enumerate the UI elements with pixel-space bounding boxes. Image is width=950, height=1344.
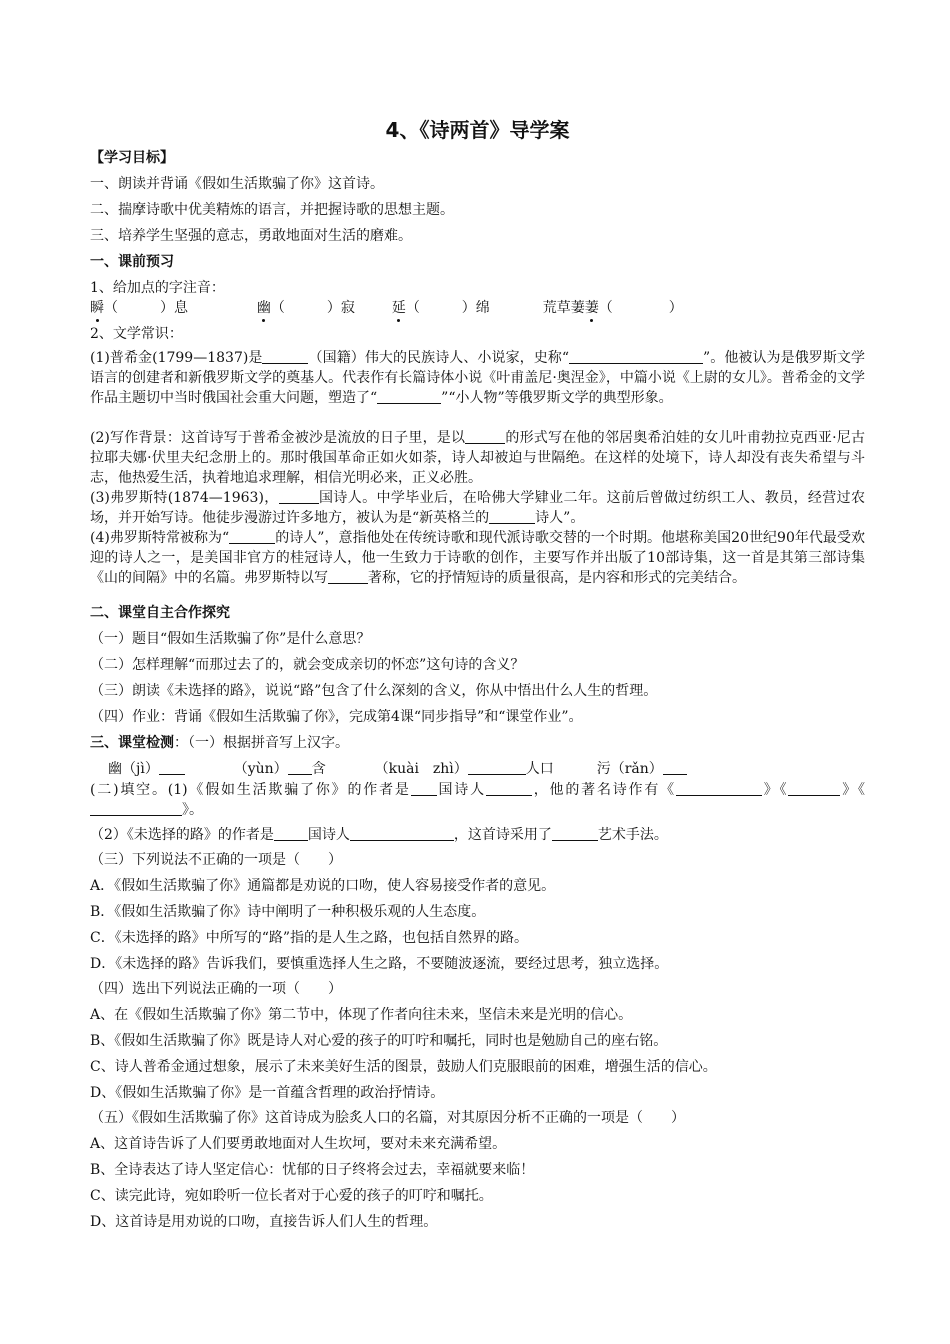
mc-option: C．《未选择的路》中所写的“路”指的是人生之路，也包括自然界的路。: [90, 930, 529, 946]
goal-item: 二、揣摩诗歌中优美精炼的语言，并把握诗歌的思想主题。: [90, 202, 454, 218]
fill-blank[interactable]: [274, 826, 308, 841]
fill-blank[interactable]: [229, 529, 275, 544]
mc-option: D．《未选择的路》告诉我们，要慎重选择人生之路，不要随波逐流，要经过思考，独立选择。: [90, 956, 669, 972]
page-title: 4、《诗两首》导学案: [385, 118, 570, 142]
mc-option: B、《假如生活欺骗了你》既是诗人对心爱的孩子的叮咛和嘱托，同时也是勉励自己的座右铭。: [90, 1033, 668, 1049]
fill-question-2: （2）《未选择的路》的作者是 国诗人 ，这首诗采用了 艺术手法。: [90, 827, 668, 843]
mc-option: C、读完此诗，宛如聆听一位长者对于心爱的孩子的叮咛和嘱托。: [90, 1188, 493, 1204]
mc-question-3: （三）下列说法不正确的一项是（ ）: [90, 852, 342, 868]
goal-item: 一、朗读并背诵《假如生活欺骗了你》这首诗。: [90, 176, 384, 192]
explore-heading: 二、课堂自主合作探究: [90, 605, 230, 621]
explore-item: （三）朗读《未选择的路》，说说“路”包含了什么深刻的含义，你从中悟出什么人生的哲理。: [90, 683, 658, 699]
mc-question-4: （四）选出下列说法正确的一项（ ）: [90, 981, 342, 997]
dotted-char: 延: [391, 300, 406, 316]
check-heading: 三、课堂检测: [90, 735, 174, 751]
goal-item: 三、培养学生坚强的意志，勇敢地面对生活的磨难。: [90, 228, 412, 244]
literature-note-3: (3)弗罗斯特(1874—1963)， 国诗人。中学毕业后，在哈佛大学肄业二年。这前后曾做过纺织工人、教员，经营过农场，并开始写诗。他徒步漫游过许多地方，被认为是“新英格兰的 诗人”。: [90, 490, 865, 526]
literature-note-2: (2)写作背景：这首诗写于普希金被沙是流放的日子里，是以 的形式写在他的邻居奥希泊娃的女儿叶甫勃拉克西亚·尼古拉耶夫娜·伏里夫纪念册上的。那时俄国革命正如火如荼，诗人却被迫与世隔绝。在这样的处境下，诗人却没有丧失希望与斗志，他热爱生活，执着地追求理解，相信光明必来，正义必胜。: [90, 430, 865, 486]
mc-option: D、这首诗是用劝说的口吻，直接告诉人们人生的哲理。: [90, 1214, 438, 1230]
fill-blank[interactable]: [411, 781, 437, 796]
literature-note-1: (1)普希金(1799—1837)是 （国籍）伟大的民族诗人、小说家，史称“ ”。他被认为是俄罗斯文学语言的创建者和新俄罗斯文学的奠基人。代表作有长篇诗体小说《叶甫盖尼·奥涅金》，中篇小说《上尉的女儿》。普希金的文学作品主题切中当时俄国社会重大问题，塑造了“ ”“小人物”等俄罗斯文学的典型形象。: [90, 350, 865, 406]
mc-option: B．《假如生活欺骗了你》诗中阐明了一种积极乐观的人生态度。: [90, 904, 486, 920]
dotted-char: 萋: [584, 300, 599, 316]
pronunciation-words: [90, 299, 865, 318]
mc-option: B、全诗表达了诗人坚定信心：忧郁的日子终将会过去，幸福就要来临！: [90, 1162, 535, 1178]
fill-blank[interactable]: [676, 781, 762, 796]
mc-option: A、在《假如生活欺骗了你》第二节中，体现了作者向往未来，坚信未来是光明的信心。: [90, 1007, 633, 1023]
dotted-char: 瞬: [90, 300, 104, 316]
fill-blank[interactable]: [489, 509, 535, 524]
fill-blank[interactable]: [90, 801, 182, 816]
word-rest: （ ）息: [104, 300, 188, 316]
fill-question-1: (二)填空。(1)《假如生活欺骗了你》的作者是 国诗人 ，他的著名诗作有《 》《 》《》。: [90, 782, 866, 818]
word-rest: （ ）绵: [405, 300, 490, 316]
mc-option: C、诗人普希金通过想象，展示了未来美好生活的图景，鼓励人们克服眼前的困难，增强生活的信心。: [90, 1059, 717, 1075]
fill-blank[interactable]: [377, 389, 441, 404]
word-rest: （ ）: [598, 300, 683, 316]
explore-item: （二）怎样理解“而那过去了的，就会变成亲切的怀恋”这句诗的含义？: [90, 657, 525, 673]
fill-blank[interactable]: [465, 429, 505, 444]
mc-option: A、这首诗告诉了人们要勇敢地面对人生坎坷，要对未来充满希望。: [90, 1136, 507, 1152]
explore-item: （四）作业：背诵《假如生活欺骗了你》，完成第4课“同步指导”和“课堂作业”。: [90, 709, 583, 725]
mc-question-5: （五）《假如生活欺骗了你》这首诗成为脍炙人口的名篇，对其原因分析不正确的一项是（ ）: [90, 1110, 685, 1126]
fill-blank[interactable]: [279, 489, 319, 504]
mc-option: A．《假如生活欺骗了你》通篇都是劝说的口吻，使人容易接受作者的意见。: [90, 878, 556, 894]
fill-blank[interactable]: [663, 760, 687, 775]
preview-q2: 2、文学常识：: [90, 326, 183, 342]
pinyin-row: 幽（jì） （yùn） 含 （kuài zhì） 人口 污（rǎn）: [108, 760, 883, 779]
preview-heading: 一、课前预习: [90, 254, 174, 270]
fill-blank[interactable]: [788, 781, 840, 796]
fill-blank[interactable]: [262, 349, 308, 364]
fill-blank[interactable]: [468, 760, 526, 775]
check-heading-line: [90, 734, 865, 753]
dotted-char: 幽: [256, 300, 271, 316]
explore-item: （一）题目“假如生活欺骗了你”是什么意思？: [90, 631, 371, 647]
fill-blank[interactable]: [159, 760, 185, 775]
check-sub: ：（一）根据拼音写上汉字。: [174, 735, 349, 751]
preview-q1: 1、给加点的字注音：: [90, 280, 225, 296]
fill-blank[interactable]: [552, 826, 598, 841]
fill-blank[interactable]: [486, 781, 532, 796]
goals-heading: 【学习目标】: [90, 150, 174, 166]
literature-note-4: (4)弗罗斯特常被称为“ 的诗人”，意指他处在传统诗歌和现代派诗歌交替的一个时期。他堪称美国20世纪90年代最受欢迎的诗人之一，是美国非官方的桂冠诗人，他一生致力于诗歌的创作，主要写作并出版了10部诗集，这一首是其第三部诗集《山的间隔》中的名篇。弗罗斯特以写 著称，它的抒情短诗的质量很高，是内容和形式的完美结合。: [90, 530, 865, 586]
fill-blank[interactable]: [328, 569, 368, 584]
fill-blank[interactable]: [569, 349, 703, 364]
word-rest: （ ）寂: [270, 300, 355, 316]
fill-blank[interactable]: [350, 826, 454, 841]
word-rest: 荒草萋: [542, 300, 585, 316]
mc-option: D、《假如生活欺骗了你》是一首蕴含哲理的政治抒情诗。: [90, 1085, 445, 1101]
fill-blank[interactable]: [288, 760, 312, 775]
